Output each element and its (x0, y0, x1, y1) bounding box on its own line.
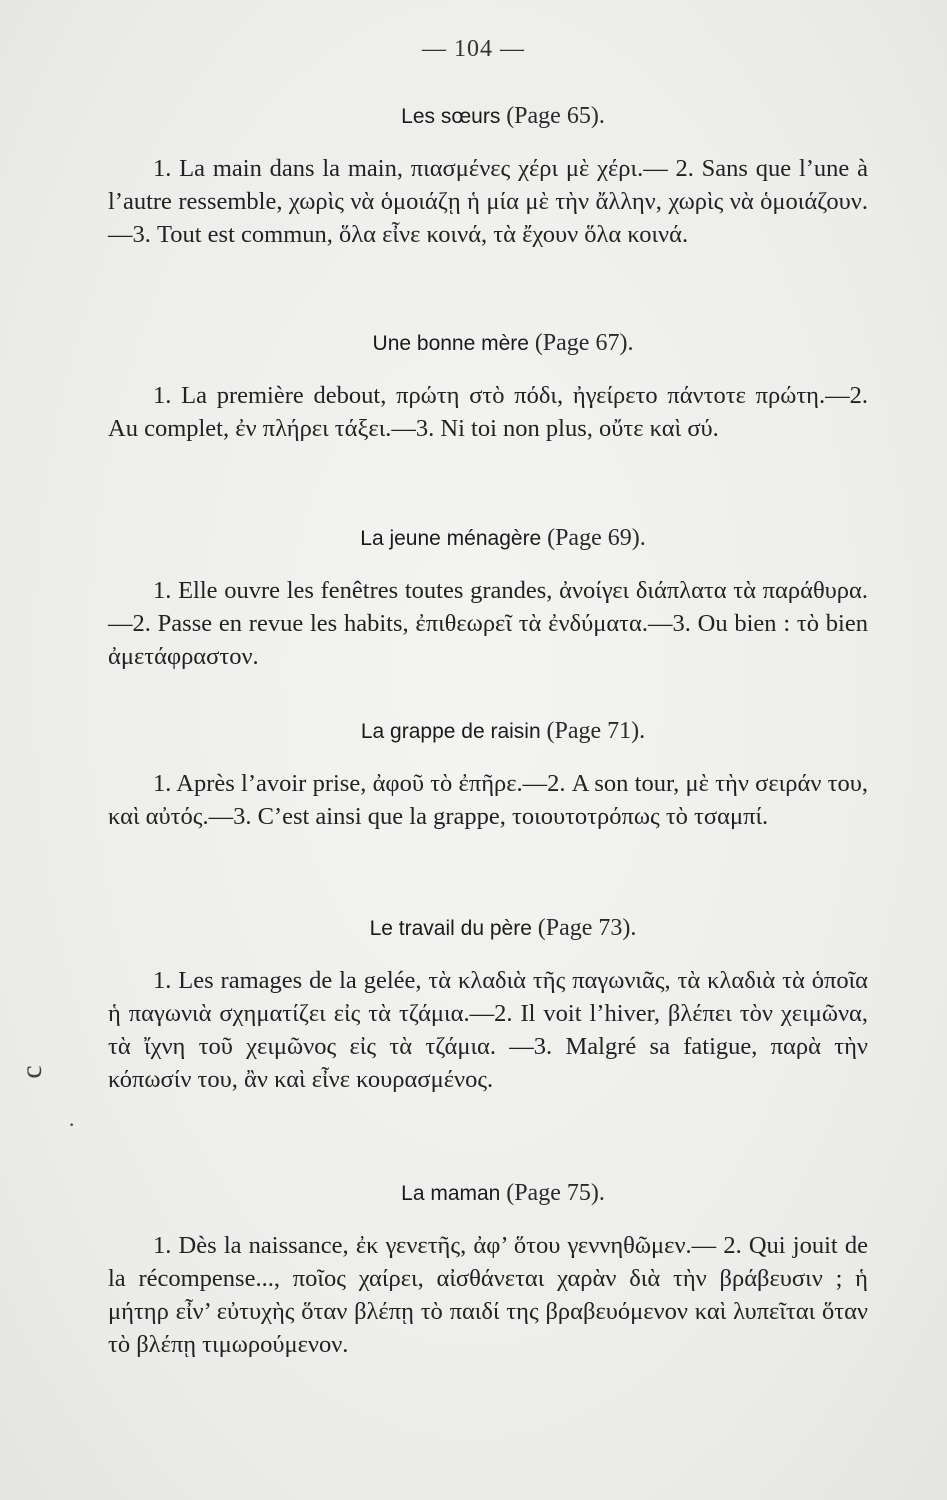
section-page-ref: (Page 65). (506, 103, 605, 129)
section-title: La grappe de raisin (360, 720, 541, 743)
section-les-soeurs (108, 103, 868, 251)
section-heading (108, 1180, 868, 1207)
section-heading (108, 330, 868, 357)
page-number: — 104 — (422, 36, 525, 62)
section-le-travail-du-pere (108, 915, 868, 1096)
section-la-jeune-menagere (108, 525, 868, 673)
section-title: La maman (401, 1182, 501, 1205)
section-body: 1. Elle ouvre les fenêtres toutes grandes, ἀνοίγει διάπλατα τὰ παράθυρα.—2. Passe en revue les habits, ἐπιθεωρεῖ τὰ ἐνδύματα.—3. Ou bien : τὸ bien ἀμετάφραστον. (108, 577, 868, 670)
section-body: 1. Les ramages de la gelée, τὰ κλαδιὰ τῆς παγωνιᾶς, τὰ κλαδιὰ τὰ ὁποῖα ἡ παγωνιὰ σχηματίζει εἰς τὰ τζάμια.—2. Il voit l’hiver, βλέπει τὸν χειμῶνα, τὰ ἴχνη τοῦ χειμῶνος εἰς τὰ τζάμια. —3. Malgré sa fatigue, παρὰ τὴν κόπωσίν του, ἂν καὶ εἶνε κουρασμένος. (108, 967, 868, 1093)
section-title: La jeune ménagère (360, 527, 542, 550)
section-body: 1. La main dans la main, πιασμένες χέρι μὲ χέρι.— 2. Sans que l’une à l’autre ressemble, χωρὶς νὰ ὁμοιάζῃ ἡ μία μὲ τὴν ἄλλην, χωρὶς νὰ ὁμοιάζουν.—3. Tout est commun, ὅλα εἶνε κοινά, τὰ ἔχουν ὅλα κοινά. (108, 155, 868, 248)
section-heading (108, 525, 868, 552)
section-body: 1. Dès la naissance, ἐκ γενετῆς, ἀφ’ ὅτου γεννηθῶμεν.— 2. Qui jouit de la récompense..., ποῖος χαίρει, αἰσθάνεται χαρὰν διὰ τὴν βράβευσιν ; ἡ μήτηρ εἶν’ εὐτυχὴς ὅταν βλέπῃ τὸ παιδί της βραβευόμενον καὶ λυπεῖται ὅταν τὸ βλέπῃ τιμωρούμενον. (108, 1232, 868, 1358)
margin-ink-mark: ɔ (20, 1065, 54, 1079)
section-la-grappe-de-raisin (108, 718, 868, 833)
section-title: Le travail du père (369, 917, 532, 940)
section-body: 1. Après l’avoir prise, ἀφοῦ τὸ ἐπῆρε.—2. A son tour, μὲ τὴν σειράν του, καὶ αὐτός.—3. C’est ainsi que la grappe, τοιουτοτρόπως τὸ τσαμπί. (108, 770, 868, 830)
section-title: Les sœurs (401, 105, 501, 128)
section-title: Une bonne mère (372, 332, 529, 355)
section-page-ref: (Page 69). (547, 525, 646, 551)
section-page-ref: (Page 75). (506, 1180, 605, 1206)
section-heading (108, 103, 868, 130)
section-la-maman (108, 1180, 868, 1361)
section-heading (108, 718, 868, 745)
section-page-ref: (Page 71). (546, 718, 646, 744)
section-heading (108, 915, 868, 942)
margin-dot-mark: · (68, 1112, 76, 1137)
section-body: 1. La première debout, πρώτη στὸ πόδι, ἠγείρετο πάντοτε πρώτη.—2. Au complet, ἐν πλήρει τάξει.—3. Ni toi non plus, οὔτε καὶ σύ. (108, 382, 868, 442)
section-page-ref: (Page 73). (537, 915, 637, 941)
section-page-ref: (Page 67). (534, 330, 634, 356)
section-une-bonne-mere (108, 330, 868, 445)
